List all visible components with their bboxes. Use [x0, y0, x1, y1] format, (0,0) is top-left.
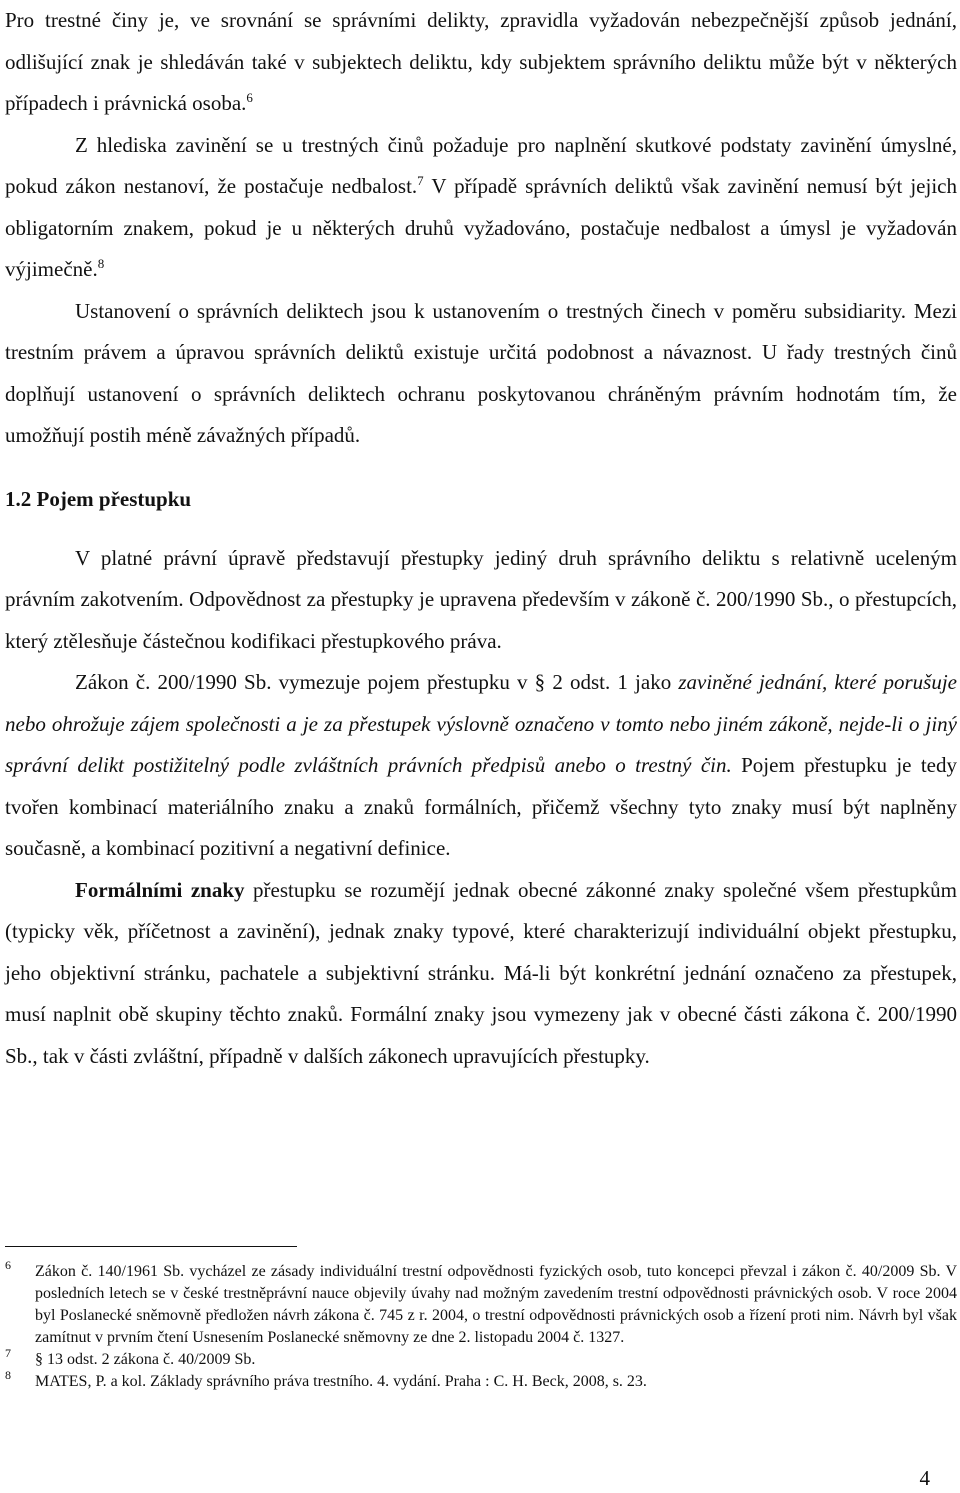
footnote	[5, 1346, 957, 1371]
document-page	[5, 0, 957, 1077]
footnote-text: § 13 odst. 2 zákona č. 40/2009 Sb.	[35, 1351, 256, 1368]
footnote-ref[interactable]: 6	[246, 90, 253, 105]
footnote-text: MATES, P. a kol. Základy správního práva trestního. 4. vydání. Praha : C. H. Beck, 2008, s. 23.	[35, 1373, 647, 1390]
paragraph-text: Pojem přestupku je tedy tvořen kombinací materiálního znaku a znaků formálních, přičemž všechny tyto znaky musí být naplněny současně, a kombinací pozitivní a negativní definice.	[5, 753, 957, 860]
paragraph-text: přestupku se rozumějí jednak obecné zákonné znaky společné všem přestupkům (typicky věk, příčetnost a zavinění), jednak znaky typové, které charakterizují individuální objekt přestupku, jeho objektivní stránku, pachatele a subjektivní stránku. Má-li být konkrétní jednání označeno za přestupek, musí naplnit obě skupiny těchto znaků. Formální znaky jsou vymezeny jak v obecné části zákona č. 200/1990 Sb., tak v části zvláštní, případně v dalších zákonech upravujících přestupky.	[5, 877, 958, 1068]
paragraph	[5, 0, 957, 125]
footnote-ref[interactable]: 8	[97, 256, 105, 271]
footnote	[5, 1368, 957, 1393]
paragraph-text: V případě správních deliktů však zavinění nemusí být jejich obligatorním znakem, pokud je u některých druhů vyžadováno, postačuje nedbalost a úmysl je vyžadován výjimečně.	[5, 174, 957, 281]
paragraph-text: Z hlediska zavinění se u trestných činů požaduje pro naplnění skutkové podstaty zavinění úmyslné, pokud zákon nestanoví, že postačuje nedbalost.	[5, 132, 957, 198]
footnote-number: 8	[5, 1368, 11, 1382]
paragraph	[5, 662, 957, 870]
page-number: 4	[919, 1466, 930, 1490]
footnote-number: 6	[5, 1258, 11, 1272]
footnote-ref[interactable]: 7	[417, 173, 424, 188]
section-heading: 1.2 Pojem přestupku	[5, 486, 192, 511]
paragraph-text: Zákon č. 200/1990 Sb. vymezuje pojem přestupku v § 2 odst. 1 jako	[75, 670, 679, 694]
paragraph: Ustanovení o správních deliktech jsou k ustanovením o trestných činech v poměru subsidiarity. Mezi trestním právem a úpravou správních deliktů existuje určitá podobnost a návaznost. U řady trestných činů doplňují ustanovení o správních deliktech ochranu poskytovanou chráněným právním hodnotám tím, že umožňují postih méně závažných případů.	[5, 298, 957, 447]
definition-italic: zaviněné jednání, které porušuje nebo ohrožuje zájem společnosti a je za přestupek výslovně označeno v tomto nebo jiném zákoně, nejde-li o jiný správní delikt postižitelný podle zvláštních právních předpisů anebo o trestný čin.	[5, 670, 957, 777]
paragraph-text: Pro trestné činy je, ve srovnání se správními delikty, zpravidla vyžadován nebezpečnější způsob jednání, odlišující znak je shledáván také v subjektech deliktu, kdy subjektem správního deliktu může být v některých případech i právnická osoba.	[5, 8, 957, 115]
paragraph	[5, 125, 957, 291]
footnote-number: 7	[5, 1346, 11, 1360]
footnote-text: Zákon č. 140/1961 Sb. vycházel ze zásady individuální trestní odpovědnosti fyzických osob, tuto koncepci převzal i zákon č. 40/2009 Sb. V posledních letech se v české trestněprávní nauce objevily úvahy nad možným zavedením trestní odpovědnosti právnických osob. V roce 2004 byl Poslanecké sněmovně předložen návrh zákona č. 745 z r. 2004, o trestní odpovědnosti právnických osob a řízení proti nim. Návrh byl však zamítnut v prvním čtení Usnesením Poslanecké sněmovny ze dne 2. listopadu 2004 č. 1327.	[35, 1263, 957, 1346]
footnote-separator	[5, 1246, 297, 1247]
paragraph: V platné právní úpravě představují přestupky jediný druh správního deliktu s relativně uceleným právním zakotvením. Odpovědnost za přestupky je upravena především v zákoně č. 200/1990 Sb., o přestupcích, který ztělesňuje částečnou kodifikaci přestupkového práva.	[5, 545, 957, 653]
footnotes	[5, 1246, 957, 1393]
footnote	[5, 1258, 957, 1349]
bold-term: Formálními znaky	[75, 877, 245, 902]
paragraph	[5, 870, 957, 1078]
